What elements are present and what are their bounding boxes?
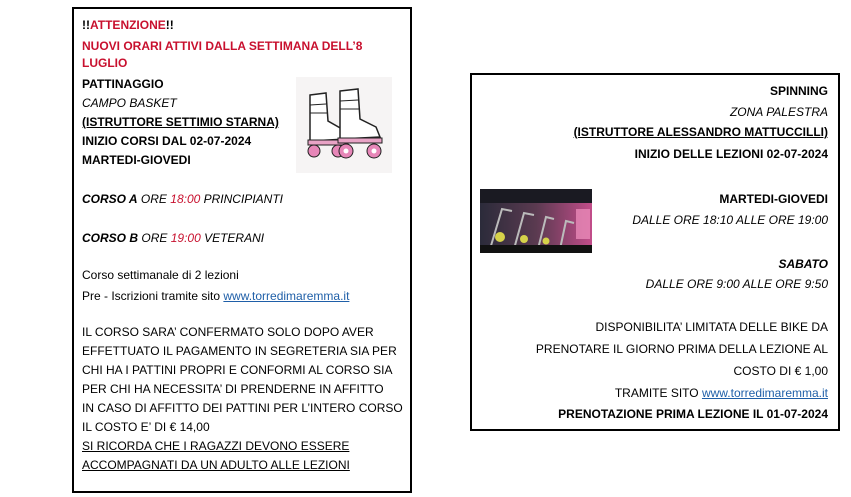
skating-location: CAMPO BASKET [82, 96, 177, 110]
spinning-instructor: (ISTRUTTORE ALESSANDRO MATTUCCILLI) [573, 125, 828, 139]
availability-line-2: PRENOTARE IL GIORNO PRIMA DELLA LEZIONE AL [535, 342, 828, 356]
spinning-location: ZONA PALESTRA [729, 105, 828, 119]
skating-days: MARTEDI-GIOVEDI [82, 153, 191, 167]
conditions-line-2: EFFETTUATO IL PAGAMENTO IN SEGRETERIA SIA PER [82, 344, 397, 358]
conditions-line-3: CHI HA I PATTINI PROPRI E CONFORMI AL CORSO SIA [82, 363, 393, 377]
conditions-line-6: IL COSTO E’ DI € 14,00 [82, 420, 210, 434]
first-lesson-booking: PRENOTAZIONE PRIMA LEZIONE IL 01-07-2024 [558, 407, 828, 421]
conditions-line-1: IL CORSO SARA’ CONFERMATO SOLO DOPO AVER [82, 325, 374, 339]
spinning-saturday: SABATO [778, 257, 828, 271]
spinning-weekday-hours: DALLE ORE 18:10 ALLE ORE 19:00 [632, 213, 828, 227]
skating-instructor: (ISTRUTTORE SETTIMIO STARNA) [82, 115, 279, 129]
spinning-notice-panel [470, 73, 840, 431]
conditions-line-4: PER CHI HA NECESSITA’ DI PRENDERNE IN AFFITTO [82, 382, 384, 396]
website-link[interactable]: www.torredimaremma.it [701, 386, 828, 400]
spinning-start-date: INIZIO DELLE LEZIONI 02-07-2024 [634, 147, 828, 161]
website-link[interactable]: www.torredimaremma.it [223, 289, 350, 303]
course-a: CORSO A ORE 18:00 PRINCIPIANTI [82, 192, 283, 206]
spinning-activity: SPINNING [769, 84, 828, 98]
booking-via-site: TRAMITE SITO www.torredimaremma.it [614, 386, 828, 400]
attention-heading: !!ATTENZIONE!! [82, 18, 174, 32]
roller-skates-icon [296, 77, 392, 173]
availability-line-3: COSTO DI € 1,00 [733, 364, 828, 378]
spinning-saturday-hours: DALLE ORE 9:00 ALLE ORE 9:50 [645, 277, 828, 291]
preregistration: Pre - Iscrizioni tramite sito www.torredimaremma.it [82, 289, 350, 303]
weekly-lessons: Corso settimanale di 2 lezioni [82, 268, 239, 282]
notice-line-1: NUOVI ORARI ATTIVI DALLA SETTIMANA DELL’8 [82, 39, 363, 53]
skating-start-date: INIZIO CORSI DAL 02-07-2024 [82, 134, 252, 148]
reminder-line-2: ACCOMPAGNATI DA UN ADULTO ALLE LEZIONI [82, 458, 350, 472]
availability-line-1: DISPONIBILITA’ LIMITATA DELLE BIKE DA [595, 320, 828, 334]
skating-activity: PATTINAGGIO [82, 77, 164, 91]
course-b: CORSO B ORE 19:00 VETERANI [82, 231, 265, 245]
skating-notice-panel [72, 7, 412, 493]
spinning-weekdays: MARTEDI-GIOVEDI [719, 192, 828, 206]
notice-line-2: LUGLIO [82, 56, 128, 70]
conditions-line-5: IN CASO DI AFFITTO DEI PATTINI PER L’INTERO CORSO [82, 401, 403, 415]
reminder-line-1: SI RICORDA CHE I RAGAZZI DEVONO ESSERE [82, 439, 350, 453]
spinning-bikes-photo [480, 189, 592, 253]
